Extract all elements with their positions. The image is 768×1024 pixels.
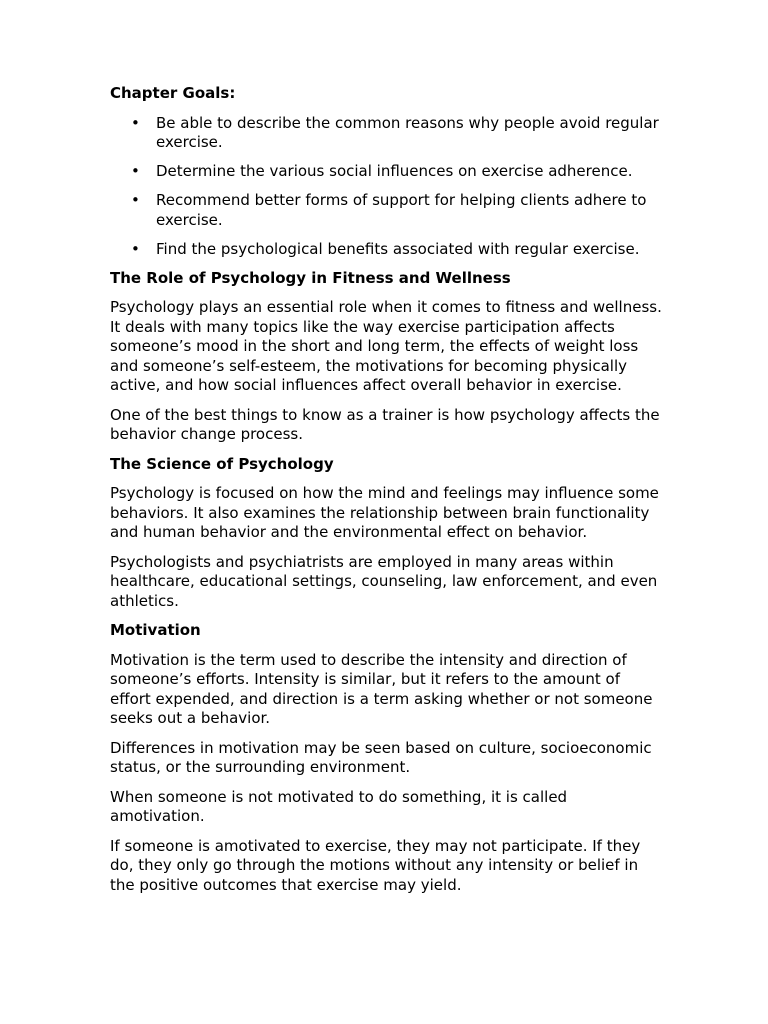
- paragraph: Differences in motivation may be seen based on culture, socioeconomic status, or the surrounding environment.: [110, 738, 652, 776]
- paragraph: One of the best things to know as a trainer is how psychology affects the behavior change process.: [110, 405, 660, 443]
- goal-text: Determine the various social influences on exercise adherence.: [156, 162, 633, 180]
- goal-item: [110, 191, 665, 230]
- goal-text: Recommend better forms of support for helping clients adhere to exercise.: [156, 191, 647, 229]
- chapter-goals-list: [110, 114, 665, 260]
- section-role-of-psychology: [110, 269, 665, 445]
- paragraph: Motivation is the term used to describe the intensity and direction of someone’s efforts. Intensity is similar, but it refers to the amount of effort expended, and direction is a term asking whether or not someone seeks out a behavior.: [110, 650, 653, 727]
- goal-item: [110, 240, 665, 260]
- section-science-of-psychology: [110, 455, 665, 612]
- paragraph: If someone is amotivated to exercise, they may not participate. If they do, they only go through the motions without any intensity or belief in the positive outcomes that exercise may yield.: [110, 836, 641, 894]
- paragraph: Psychology is focused on how the mind and feelings may influence some behaviors. It also examines the relationship between brain functionality and human behavior and the environmental effect on behavior.: [110, 484, 659, 541]
- bullet-icon: •: [131, 113, 140, 132]
- section-heading: Motivation: [110, 621, 201, 639]
- chapter-goals-heading: Chapter Goals:: [110, 84, 236, 102]
- goal-item: [110, 114, 665, 153]
- bullet-icon: •: [131, 162, 140, 180]
- section-heading: The Science of Psychology: [110, 454, 334, 473]
- section-heading: The Role of Psychology in Fitness and Wellness: [110, 268, 511, 287]
- section-motivation: [110, 621, 665, 895]
- goal-text: Find the psychological benefits associated with regular exercise.: [156, 239, 640, 258]
- bullet-icon: •: [131, 239, 140, 258]
- goal-text: Be able to describe the common reasons why people avoid regular exercise.: [156, 113, 659, 151]
- paragraph: Psychology plays an essential role when it comes to fitness and wellness. It deals with many topics like the way exercise participation affects someone’s mood in the short and long term, the effects of weight loss and someone’s self-esteem, the motivations for becoming physically active, and how social influences affect overall behavior in exercise.: [110, 298, 662, 394]
- paragraph: When someone is not motivated to do something, it is called amotivation.: [110, 787, 568, 825]
- goal-item: [110, 162, 665, 182]
- paragraph: Psychologists and psychiatrists are employed in many areas within healthcare, educational settings, counseling, law enforcement, and even athletics.: [110, 552, 658, 610]
- document-page: [110, 84, 665, 905]
- bullet-icon: •: [131, 191, 140, 209]
